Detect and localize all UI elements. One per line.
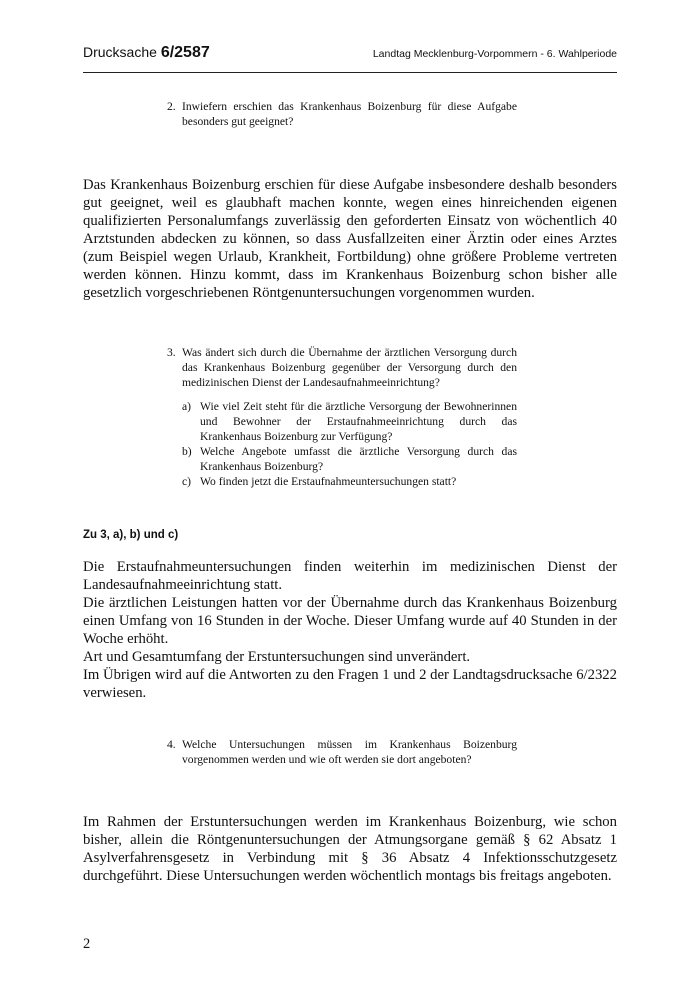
- answer-paragraph: Die Erstaufnahmeuntersuchungen finden weiterhin im medizinischen Dienst der Landesaufnahmeeinrichtung statt.: [83, 559, 617, 593]
- question-3: [167, 345, 517, 489]
- question-2: [167, 99, 517, 129]
- answer-paragraph: Im Übrigen wird auf die Antworten zu den Fragen 1 und 2 der Landtagsdrucksache 6/2322 verwiesen.: [83, 667, 617, 701]
- doc-prefix: Drucksache: [83, 44, 157, 60]
- answer-3: [83, 558, 617, 702]
- question-number: 4.: [167, 738, 176, 751]
- answer-3-heading: Zu 3, a), b) und c): [83, 529, 179, 541]
- question-number: 3.: [167, 346, 176, 359]
- sub-question-list: [182, 399, 517, 489]
- sub-question-c: c) Wo finden jetzt die Erstaufnahmeuntersuchungen statt?: [182, 475, 457, 488]
- document-number: [83, 44, 210, 62]
- answer-4: [83, 813, 617, 885]
- question-text: Inwiefern erschien das Krankenhaus Boizenburg für diese Aufgabe besonders gut geeignet?: [182, 100, 517, 128]
- doc-number: 6/2587: [160, 44, 210, 61]
- answer-paragraph: Im Rahmen der Erstuntersuchungen werden im Krankenhaus Boizenburg, wie schon bisher, allein die Röntgenuntersuchungen der Atmungsorgane gemäß § 62 Absatz 1 Asylverfahrensgesetz in Verbindung mit § 36 Absatz 4 Infektionsschutzgesetz durchgeführt. Diese Untersuchungen werden wöchentlich montags bis freitags angeboten.: [83, 814, 617, 884]
- sub-question-a: a) Wie viel Zeit steht für die ärztliche Versorgung der Bewohnerinnen und Bewohner der Erstaufnahmeeinrichtung durch das Krankenhaus Boizenburg zur Verfügung?: [182, 400, 517, 443]
- question-text: Was ändert sich durch die Übernahme der ärztlichen Versorgung durch das Krankenhaus Boizenburg gegenüber der Versorgung durch den medizinischen Dienst der Landesaufnahmeeinrichtung?: [182, 346, 517, 389]
- parliament-label: Landtag Mecklenburg-Vorpommern - 6. Wahlperiode: [372, 48, 617, 60]
- page-header: [83, 42, 617, 73]
- page-number: 2: [83, 936, 91, 952]
- answer-paragraph: Art und Gesamtumfang der Erstuntersuchungen sind unverändert.: [83, 649, 471, 665]
- answer-paragraph: Die ärztlichen Leistungen hatten vor der Übernahme durch das Krankenhaus Boizenburg einen Umfang von 16 Stunden in der Woche. Dieser Umfang wurde auf 40 Stunden in der Woche erhöht.: [83, 595, 617, 647]
- answer-2: [83, 176, 617, 302]
- question-4: [167, 737, 517, 767]
- sub-question-b: b) Welche Angebote umfasst die ärztliche Versorgung durch das Krankenhaus Boizenburg?: [182, 445, 517, 473]
- question-text: Welche Untersuchungen müssen im Krankenhaus Boizenburg vorgenommen werden und wie oft werden sie dort angeboten?: [182, 738, 517, 766]
- answer-paragraph: Das Krankenhaus Boizenburg erschien für diese Aufgabe insbesondere deshalb besonders gut geeignet, weil es glaubhaft machen konnte, wegen eines hinreichenden eigenen qualifizierten Personalumfangs zuverlässig den geforderten Einsatz von wöchentlich 40 Arztstunden abdecken zu können, so dass Ausfallzeiten einer Ärztin oder eines Arztes (zum Beispiel wegen Urlaub, Krankheit, Fortbildung) ohne größere Probleme vertreten werden können. Hinzu kommt, dass im Krankenhaus Boizenburg schon bisher alle gesetzlich vorgeschriebenen Röntgenuntersuchungen vorgenommen wurden.: [83, 177, 617, 301]
- question-number: 2.: [167, 100, 176, 113]
